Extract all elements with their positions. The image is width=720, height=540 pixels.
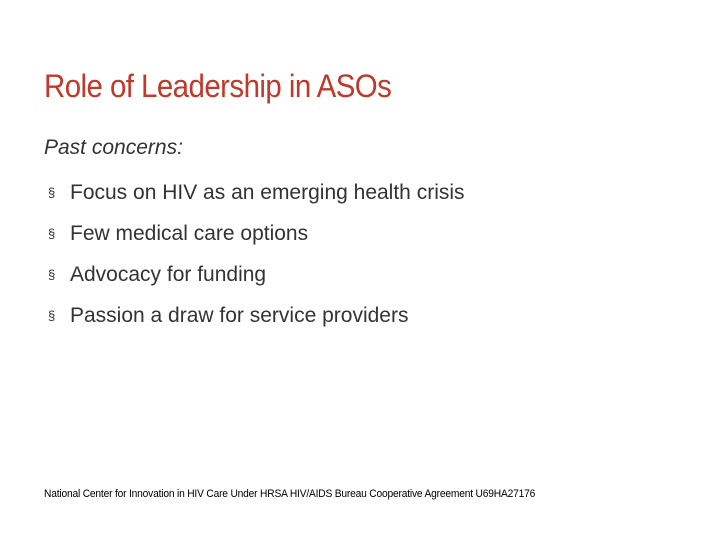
bullet-marker-icon: § [48, 184, 56, 200]
bullet-item-passion [44, 295, 465, 336]
footer-credit: National Center for Innovation in HIV Care Under HRSA HIV/AIDS Bureau Cooperative Agreement U69HA27176 [44, 488, 536, 500]
bullet-marker-icon: § [48, 225, 56, 241]
bullet-item-focus [44, 172, 465, 213]
bullet-marker-icon: § [48, 266, 56, 282]
bullet-text: Focus on HIV as an emerging health crisis [70, 180, 465, 204]
bullet-text: Passion a draw for service providers [70, 303, 409, 327]
bullet-marker-icon: § [48, 307, 56, 323]
bullet-list [44, 172, 465, 336]
bullet-item-advocacy [44, 254, 465, 295]
intro-text: Past concerns: [44, 136, 183, 159]
bullet-text: Advocacy for funding [70, 262, 267, 286]
bullet-text: Few medical care options [70, 221, 309, 245]
slide-title: Role of Leadership in ASOs [44, 68, 392, 104]
bullet-item-medical-care [44, 213, 465, 254]
